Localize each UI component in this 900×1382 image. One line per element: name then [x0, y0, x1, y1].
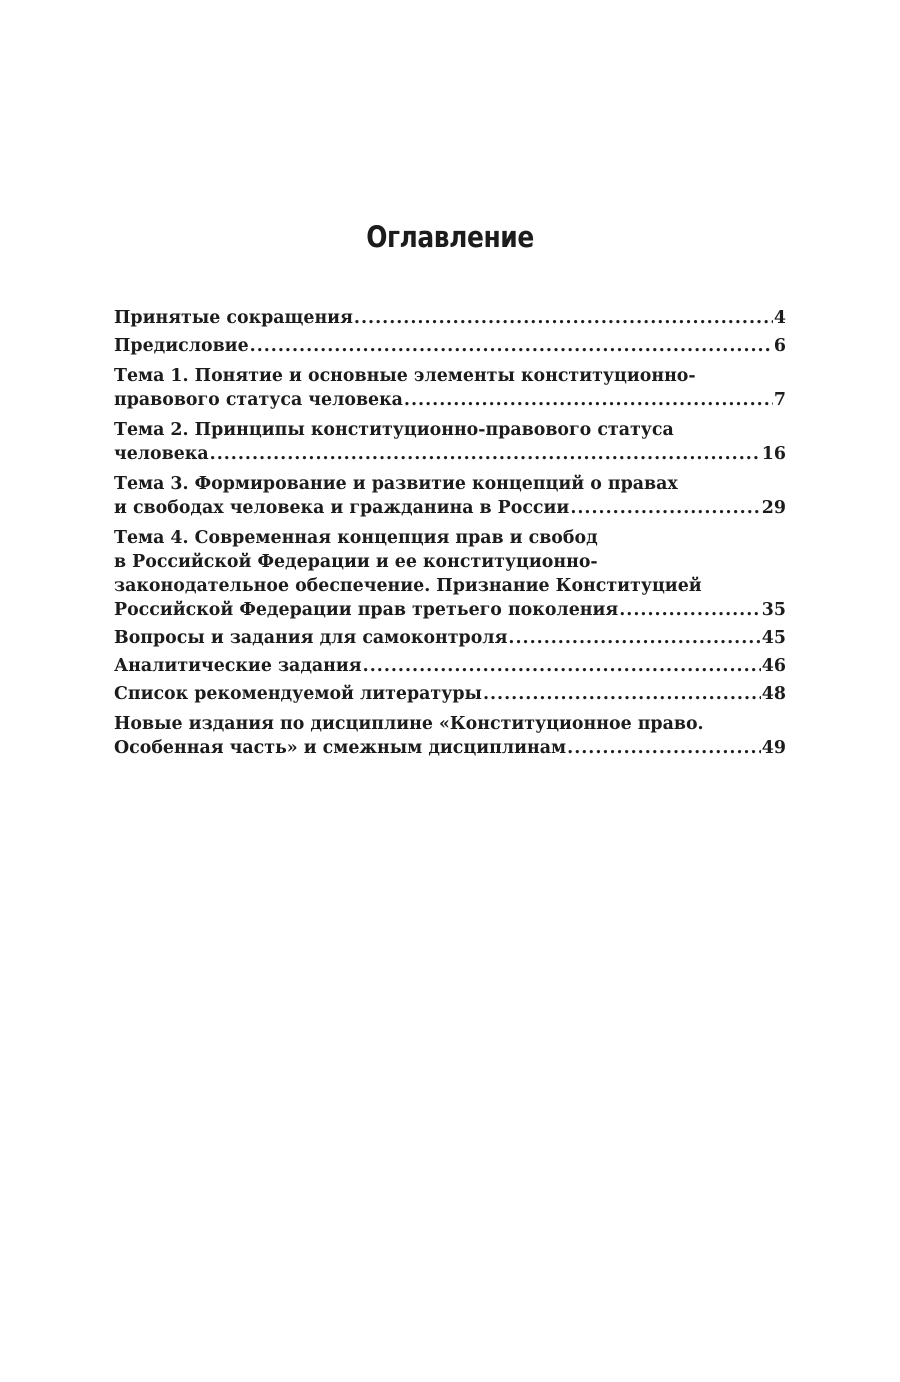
dot-leader — [210, 442, 761, 466]
toc-entry-title: Список рекомендуемой литературы — [114, 684, 482, 704]
toc-entry-title-line: законодательное обеспечение. Признание Конституцией — [114, 576, 702, 596]
toc-entry-analytical-tasks[interactable] — [114, 654, 786, 678]
toc-page-number: 49 — [761, 738, 786, 758]
toc-entry-title-line: Тема 2. Принципы конституционно-правового статуса — [114, 420, 674, 440]
toc-entry-title: Аналитические задания — [114, 656, 362, 676]
toc-entry-title-line: и свободах человека и гражданина в России — [114, 498, 570, 518]
dot-leader — [508, 626, 760, 650]
table-of-contents — [114, 306, 786, 766]
toc-entry-topic-1[interactable] — [114, 364, 786, 412]
toc-entry-title-line: человека — [114, 444, 209, 464]
toc-entry-self-check[interactable] — [114, 626, 786, 650]
dot-leader — [483, 682, 761, 706]
dot-leader — [567, 736, 761, 760]
toc-entry-preface[interactable] — [114, 334, 786, 358]
toc-page-number: 45 — [761, 628, 786, 648]
dot-leader — [354, 306, 773, 330]
toc-entry-literature[interactable] — [114, 682, 786, 706]
dot-leader — [570, 496, 760, 520]
toc-entry-new-editions[interactable] — [114, 712, 786, 760]
dot-leader — [363, 654, 761, 678]
dot-leader — [619, 598, 761, 622]
toc-entry-title-line: правового статуса человека — [114, 390, 403, 410]
toc-entry-title-line: Особенная часть» и смежным дисциплинам — [114, 738, 567, 758]
toc-entry-topic-4[interactable] — [114, 526, 786, 622]
toc-page-number: 7 — [773, 390, 786, 410]
toc-page-number: 16 — [761, 444, 786, 464]
toc-entry-title: Вопросы и задания для самоконтроля — [114, 628, 508, 648]
toc-page-number: 46 — [761, 656, 786, 676]
toc-entry-topic-3[interactable] — [114, 472, 786, 520]
dot-leader — [250, 334, 773, 358]
toc-entry-title-line: Российской Федерации прав третьего поколения — [114, 600, 619, 620]
toc-entry-topic-2[interactable] — [114, 418, 786, 466]
toc-page-number: 29 — [761, 498, 786, 518]
toc-entry-title-line: Тема 3. Формирование и развитие концепций о правах — [114, 474, 678, 494]
toc-entry-title: Принятые сокращения — [114, 308, 353, 328]
page-title: Оглавление — [366, 220, 534, 254]
toc-page-number: 35 — [761, 600, 786, 620]
toc-entry-title-line: Тема 1. Понятие и основные элементы конституционно- — [114, 366, 696, 386]
toc-entry-title-line: в Российской Федерации и ее конституционно- — [114, 552, 598, 572]
toc-page-number: 6 — [773, 336, 786, 356]
toc-entry-title: Предисловие — [114, 336, 249, 356]
toc-entry-abbreviations[interactable] — [114, 306, 786, 330]
toc-page-number: 48 — [761, 684, 786, 704]
toc-page-number: 4 — [773, 308, 786, 328]
dot-leader — [404, 388, 773, 412]
toc-entry-title-line: Тема 4. Современная концепция прав и свобод — [114, 528, 598, 548]
toc-entry-title-line: Новые издания по дисциплине «Конституционное право. — [114, 714, 704, 734]
